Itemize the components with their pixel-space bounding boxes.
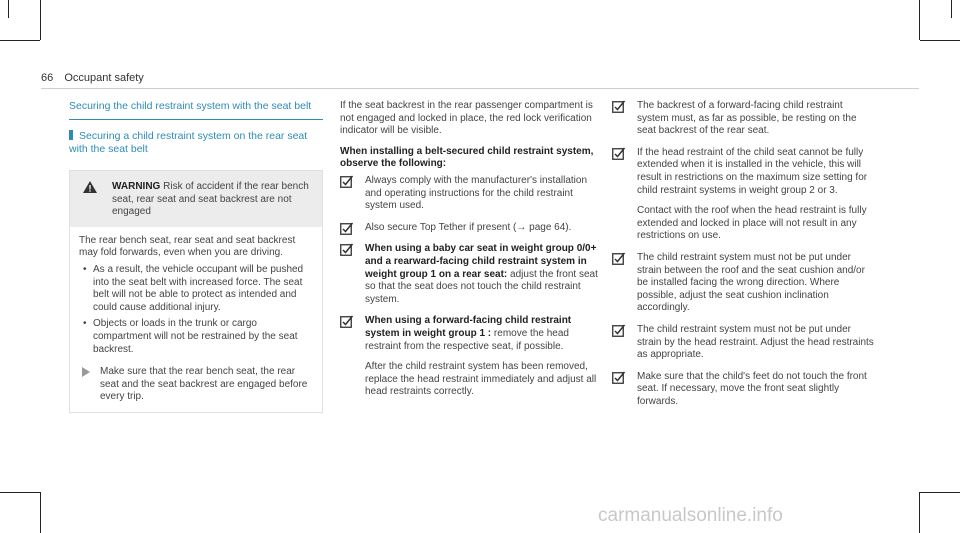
checklist-text: remove the head restraint from the respective seat, if possible. (365, 327, 569, 352)
watermark: carmanualsonline.info (598, 505, 783, 526)
checkbox-icon (612, 147, 625, 160)
step-arrow-icon (82, 367, 90, 377)
sub-title-text: Securing a child restraint system on the rear seat with the seat belt (69, 130, 308, 155)
warning-triangle-icon (83, 181, 97, 193)
warning-text: Risk of accident if the rear bench seat, rear seat and seat backrest are not engaged (112, 181, 309, 218)
checklist-extra: After the child restraint system has been removed, replace the head restraint immediately and adjust all head restraints correctly. (365, 361, 597, 398)
bullet-text: As a result, the vehicle occupant will be pushed into the seat belt with increased force. The seat belt will not be able to protect as intended and could cause additional injury. (93, 263, 304, 313)
right-column (612, 100, 874, 417)
warning-intro: The rear bench seat, rear seat and seat backrest may fold forwards, even when you are driving. (79, 234, 296, 259)
warning-header (70, 171, 322, 227)
bullet-item (79, 318, 314, 356)
checkbox-icon (612, 100, 625, 113)
checkbox-icon (612, 371, 625, 384)
crop-mark (40, 0, 41, 40)
warning-box (69, 170, 323, 413)
checklist-text: The child restraint system must not be put under strain between the roof and the seat cushion and/or be installed facing the wrong direction. Where possible, adjust the seat cushion inclination accordingly. (637, 251, 865, 314)
checklist-text: Also secure Top Tether if present (→ page 64). (365, 221, 572, 233)
bullet-text: Objects or loads in the trunk or cargo compartment will not be restrained by the seat backrest. (93, 318, 298, 355)
middle-heading: When installing a belt-secured child restraint system, observe the following: (340, 145, 594, 170)
checklist-item (340, 315, 602, 399)
crop-mark (40, 492, 41, 533)
crop-mark (920, 492, 960, 493)
checkbox-icon (612, 252, 625, 265)
bullet-item (79, 264, 314, 314)
bullet-dot: • (83, 263, 87, 275)
checklist-extra: Contact with the roof when the head restraint is fully extended and locked in place will not result in any restrictions on use. (637, 205, 867, 242)
checklist-bold: When using a forward-facing child restraint system in weight group 1 : (365, 315, 572, 339)
checklist-item (612, 100, 874, 138)
checkbox-icon (340, 243, 353, 256)
warning-label: WARNING (112, 181, 161, 192)
checkbox-icon (340, 175, 353, 188)
checklist-item (612, 324, 874, 362)
checklist-bold: When using a baby car seat in weight group 0/0+ and a rearward-facing child restraint system in weight group 1 on a rear seat: (365, 243, 597, 280)
crop-mark (0, 492, 40, 493)
crop-mark (8, 0, 9, 18)
checklist-item (340, 175, 602, 213)
crop-mark (951, 0, 952, 18)
middle-intro: If the seat backrest in the rear passenger compartment is not engaged and locked in place, the red lock verification indicator will be visible. (340, 100, 593, 137)
checklist-text: The child restraint system must not be put under strain by the head restraint. Adjust the head restraints as appropriate. (637, 323, 874, 361)
sub-title (69, 130, 323, 156)
crop-mark (920, 40, 960, 41)
checklist-item (612, 371, 874, 409)
middle-column (340, 100, 602, 408)
checklist-text: adjust the front seat so that the seat does not touch the child restraint system. (365, 268, 598, 305)
action-step (79, 366, 314, 404)
page-header (41, 72, 144, 84)
sub-title-bar (69, 130, 73, 140)
checklist-item (340, 222, 602, 235)
checklist-text: Make sure that the child's feet do not touch the front seat. If necessary, move the front seat slightly forwards. (637, 370, 867, 407)
crop-mark (919, 492, 920, 533)
page-number: 66 (41, 72, 54, 84)
step-text: Make sure that the rear bench seat, the rear seat and the seat backrest are engaged before every trip. (100, 366, 308, 403)
crop-mark (0, 40, 40, 41)
crop-mark (919, 0, 920, 40)
checkbox-icon (612, 324, 625, 337)
checklist-text: If the head restraint of the child seat cannot be fully extended when it is installed in the vehicle, this will result in restrictions on the maximum size setting for child restraint systems in weight group 2 or 3. (637, 146, 868, 196)
checklist-text: The backrest of a forward-facing child restraint system must, as far as possible, be resting on the seat backrest of the rear seat. (637, 100, 857, 137)
header-rule (41, 88, 919, 89)
section-name: Occupant safety (64, 72, 144, 84)
checkbox-icon (340, 315, 353, 328)
checkbox-icon (340, 222, 353, 235)
checklist-item (612, 252, 874, 315)
section-title: Securing the child restraint system with the seat belt (69, 100, 323, 120)
checklist-item (612, 147, 874, 243)
bullet-dot: • (83, 318, 87, 330)
checklist-text: Always comply with the manufacturer's installation and operating instructions for the child restraint system used. (365, 174, 588, 212)
checklist-item (340, 243, 602, 306)
left-column (69, 100, 323, 413)
